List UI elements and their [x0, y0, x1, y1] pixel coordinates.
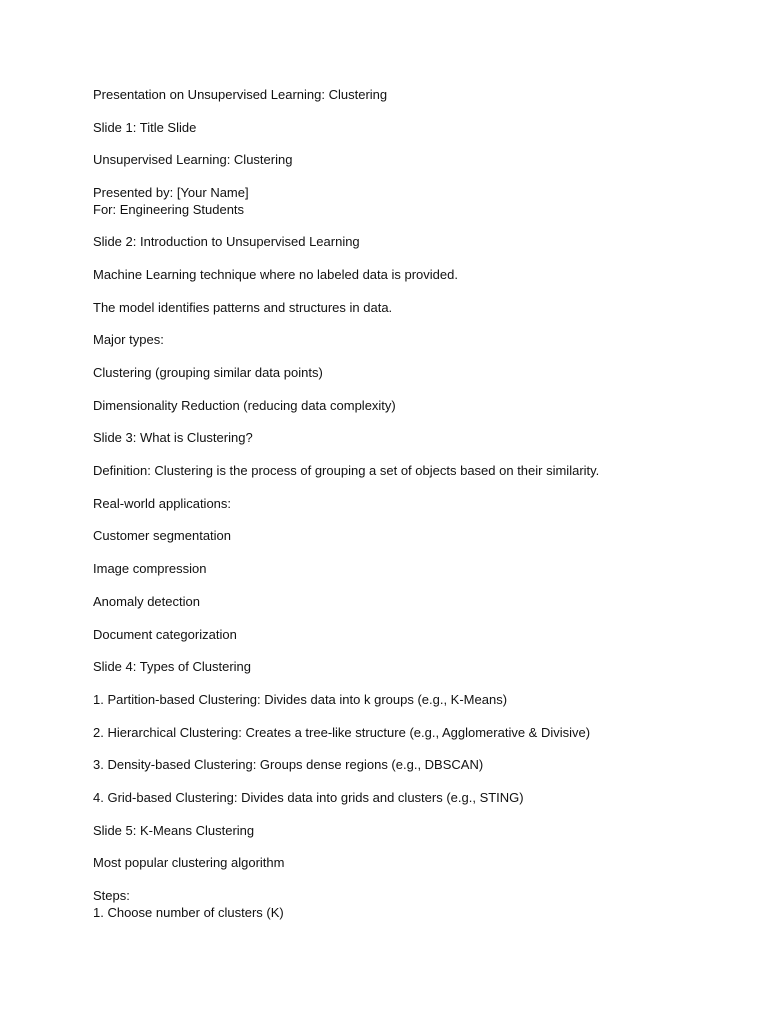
- paragraph: [93, 300, 713, 317]
- paragraph: [93, 332, 713, 349]
- paragraph: [93, 365, 713, 382]
- text-line: For: Engineering Students: [93, 201, 245, 217]
- slide-heading: [93, 430, 713, 447]
- paragraph: [93, 496, 713, 513]
- text-line: Slide 2: Introduction to Unsupervised Learning: [93, 234, 360, 250]
- paragraph: [93, 692, 713, 709]
- paragraph: [93, 855, 713, 872]
- text-line: Presented by: [Your Name]: [93, 185, 249, 201]
- paragraph: [93, 152, 713, 169]
- text-line: Image compression: [93, 561, 207, 577]
- paragraph: [93, 725, 713, 742]
- text-line: Slide 1: Title Slide: [93, 119, 197, 135]
- text-line: Dimensionality Reduction (reducing data complexity): [93, 397, 396, 413]
- paragraph: [93, 790, 713, 807]
- text-line: Slide 5: K-Means Clustering: [93, 822, 255, 838]
- paragraph: [93, 528, 713, 545]
- text-line: Presentation on Unsupervised Learning: Clustering: [93, 87, 388, 102]
- paragraph: [93, 594, 713, 611]
- paragraph: [93, 185, 713, 218]
- paragraph: [93, 757, 713, 774]
- text-line: Definition: Clustering is the process of grouping a set of objects based on their similarity.: [93, 463, 600, 479]
- text-line: Most popular clustering algorithm: [93, 855, 285, 871]
- text-line: 2. Hierarchical Clustering: Creates a tree-like structure (e.g., Agglomerative & Divisive): [93, 724, 591, 740]
- paragraph: [93, 561, 713, 578]
- text-line: 1. Choose number of clusters (K): [93, 904, 284, 920]
- document-title: [93, 87, 713, 104]
- text-line: Document categorization: [93, 626, 237, 642]
- paragraph: [93, 267, 713, 284]
- text-line: 3. Density-based Clustering: Groups dense regions (e.g., DBSCAN): [93, 757, 484, 773]
- text-line: Clustering (grouping similar data points): [93, 365, 323, 380]
- text-line: Steps:: [93, 888, 130, 903]
- slide-heading: [93, 659, 713, 676]
- text-line: 1. Partition-based Clustering: Divides data into k groups (e.g., K-Means): [93, 691, 508, 707]
- text-line: Real-world applications:: [93, 495, 232, 511]
- slide-heading: [93, 823, 713, 840]
- paragraph: [93, 627, 713, 644]
- paragraph: [93, 398, 713, 415]
- text-line: Anomaly detection: [93, 593, 200, 609]
- text-line: 4. Grid-based Clustering: Divides data into grids and clusters (e.g., STING): [93, 789, 524, 805]
- slide-heading: [93, 120, 713, 137]
- paragraph: [93, 463, 713, 480]
- text-line: The model identifies patterns and structures in data.: [93, 299, 393, 315]
- text-line: Unsupervised Learning: Clustering: [93, 152, 293, 168]
- text-line: Machine Learning technique where no labeled data is provided.: [93, 266, 458, 282]
- paragraph: [93, 888, 713, 921]
- text-line: Major types:: [93, 332, 164, 348]
- slide-heading: [93, 234, 713, 251]
- text-line: Slide 4: Types of Clustering: [93, 659, 252, 675]
- document-body: [93, 87, 713, 937]
- text-line: Customer segmentation: [93, 528, 232, 544]
- text-line: Slide 3: What is Clustering?: [93, 430, 253, 446]
